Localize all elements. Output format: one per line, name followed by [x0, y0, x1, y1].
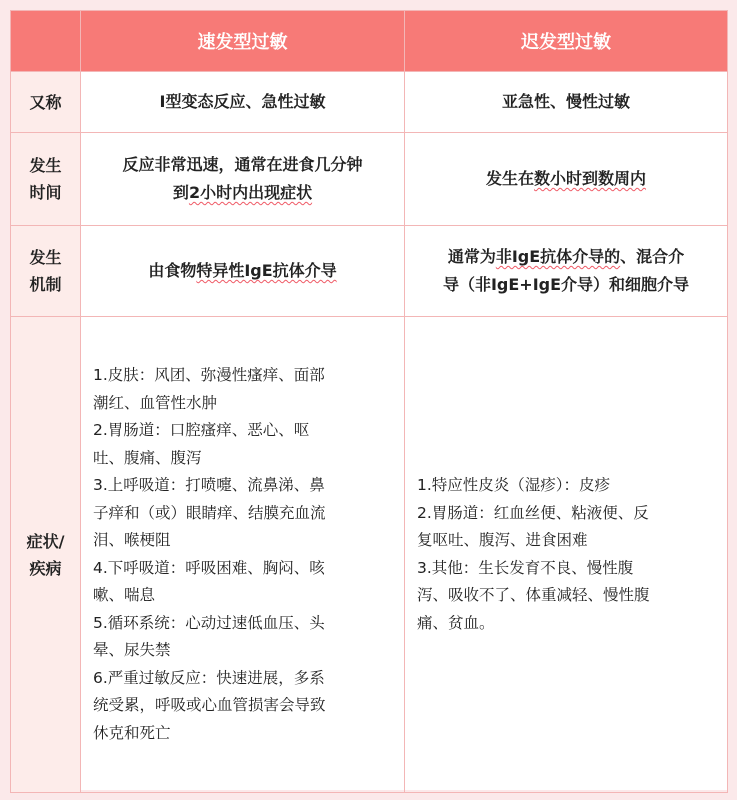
- row-mechanism: [11, 226, 728, 317]
- symptoms-delayed: [405, 317, 728, 793]
- onset-fast-line1: 反应非常迅速，通常在进食几分钟: [122, 155, 363, 174]
- mechanism-delayed: [405, 226, 728, 317]
- row-label-line: 机制: [29, 275, 62, 294]
- allergy-comparison-table: [10, 10, 728, 793]
- symptom-line: 休克和死亡: [93, 723, 171, 742]
- row-label-onset: [11, 133, 81, 226]
- row-label-line: 疾病: [29, 558, 62, 578]
- mechanism-fast-prefix: 由食物: [148, 261, 197, 280]
- symptom-line: 2.胃肠道：口腔瘙痒、恶心、呕: [93, 421, 310, 439]
- symptom-line: 6.严重过敏反应：快速进展，多系: [93, 668, 325, 687]
- symptom-line: 1.皮肤：风团、弥漫性瘙痒、面部: [93, 366, 325, 384]
- symptom-line: 统受累，呼吸或心血管损害会导致: [93, 696, 326, 714]
- mechanism-delayed-suffix: 、混合介: [620, 247, 685, 266]
- header-delayed-allergy: 迟发型过敏: [405, 11, 728, 72]
- onset-fast-line2: [91, 179, 394, 207]
- symptom-line: 泻、吸收不了、体重减轻、慢性腹: [417, 586, 650, 604]
- symptom-line: 子痒和（或）眼睛痒、结膜充血流: [93, 503, 326, 522]
- row-label-line: 症状/: [26, 531, 65, 551]
- mechanism-fast: [81, 226, 405, 317]
- symptom-line: 潮红、血管性水肿: [93, 393, 218, 412]
- alias-delayed: 亚急性、慢性过敏: [405, 72, 728, 133]
- mechanism-fast-highlight: 特异性IgE抗体介导: [196, 261, 337, 280]
- symptom-line: 4.下呼吸道：呼吸困难、胸闷、咳: [93, 558, 325, 577]
- allergy-comparison-card: [10, 10, 727, 790]
- row-symptoms: [11, 317, 728, 793]
- row-label-line: 发生: [29, 156, 62, 175]
- mechanism-delayed-highlight: 非IgE抗体介导的: [495, 247, 621, 266]
- symptom-line: 复呕吐、腹泻、进食困难: [417, 531, 588, 549]
- onset-fast-highlight: 2小时内出现症状: [188, 183, 313, 202]
- row-onset: [11, 133, 728, 226]
- symptom-line: 泪、喉梗阻: [93, 531, 171, 549]
- symptom-line: 晕、尿失禁: [93, 641, 171, 659]
- symptom-line: 3.上呼吸道：打喷嚏、流鼻涕、鼻: [93, 476, 325, 494]
- row-label-line: 发生: [29, 248, 62, 267]
- row-label-symptoms: [11, 317, 81, 793]
- symptom-line: 痛、贫血。: [417, 613, 495, 632]
- onset-fast-prefix: 到: [172, 183, 189, 202]
- onset-delayed-highlight: 数小时到数周内: [534, 169, 647, 188]
- symptoms-fast: [81, 317, 405, 793]
- row-alias: [11, 72, 728, 133]
- symptom-line: 1.特应性皮炎（湿疹）：皮疹: [417, 476, 611, 494]
- symptom-line: 2.胃肠道：红血丝便、粘液便、反: [417, 503, 649, 522]
- onset-delayed: [405, 133, 728, 226]
- row-label-line: 时间: [29, 183, 62, 202]
- onset-delayed-prefix: 发生在: [485, 169, 534, 188]
- symptom-line: 嗽、喘息: [93, 586, 156, 604]
- mechanism-delayed-prefix: 通常为: [447, 247, 496, 266]
- row-label-alias: [11, 72, 81, 133]
- row-label-text: 又称: [29, 92, 62, 112]
- alias-fast: I型变态反应、急性过敏: [81, 72, 405, 133]
- header-fast-allergy: 速发型过敏: [81, 11, 405, 72]
- mechanism-delayed-line2: 导（非IgE+IgE介导）和细胞介导: [442, 275, 690, 294]
- row-label-mechanism: [11, 226, 81, 317]
- symptom-line: 5.循环系统：心动过速低血压、头: [93, 613, 325, 632]
- mechanism-delayed-line1: [415, 243, 717, 271]
- symptom-line: 3.其他：生长发育不良、慢性腹: [417, 558, 634, 577]
- header-corner: [11, 11, 81, 72]
- header-row: [11, 11, 728, 72]
- symptom-line: 吐、腹痛、腹泻: [93, 448, 202, 467]
- onset-fast: [81, 133, 405, 226]
